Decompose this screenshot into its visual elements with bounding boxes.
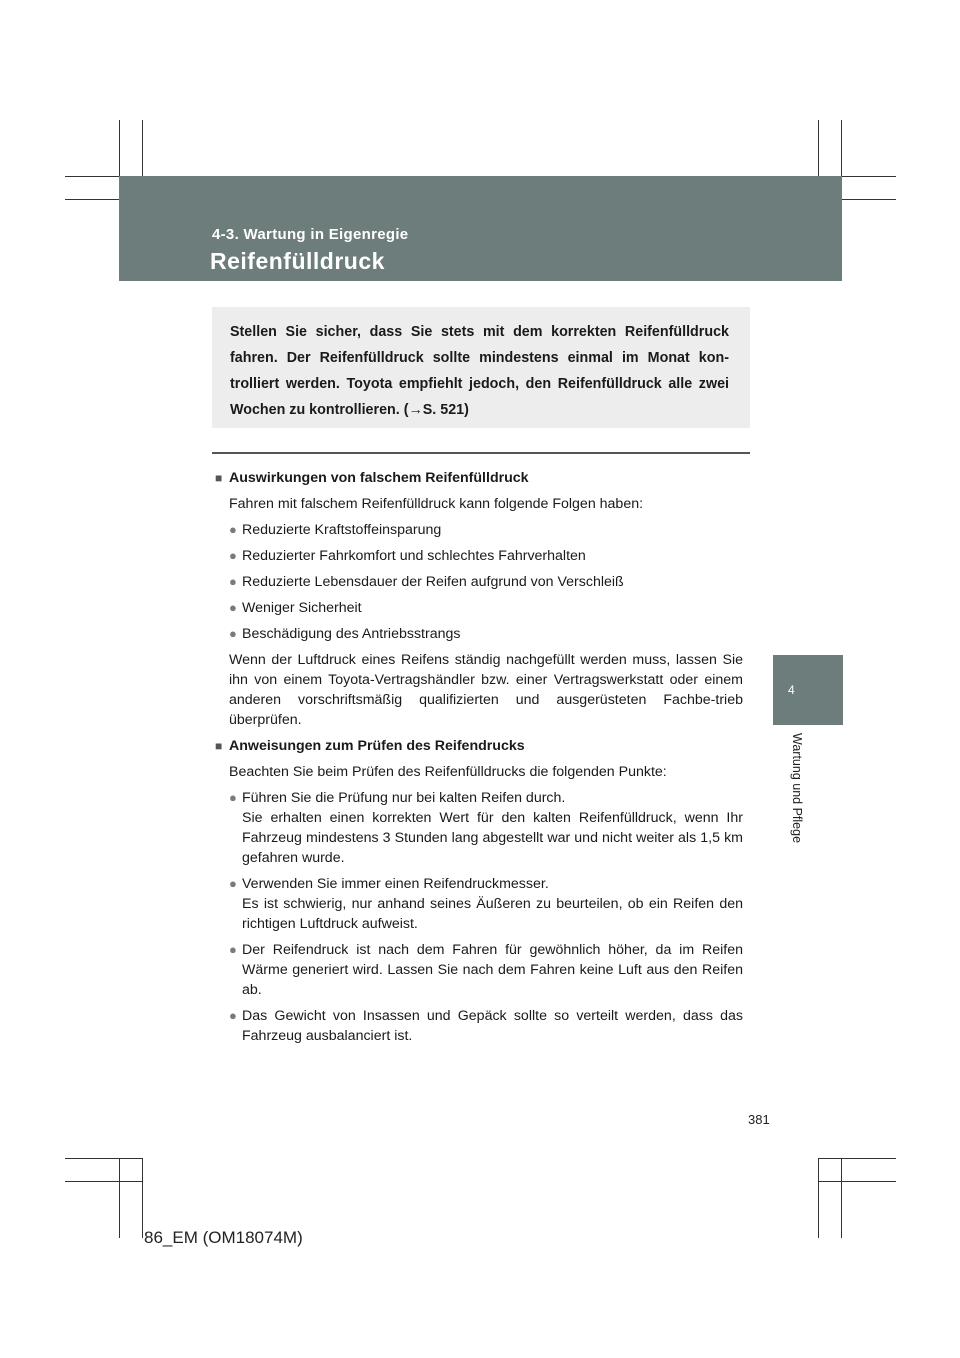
list-item-text: Weniger Sicherheit — [242, 600, 362, 616]
list-item-text: Führen Sie die Prüfung nur bei kalten Reifen durch. — [242, 790, 566, 806]
section-heading-text: Anweisungen zum Prüfen des Reifendrucks — [229, 738, 525, 754]
list-item-detail: Sie erhalten einen korrekten Wert für den kalten Reifenfülldruck, wenn Ihr Fahrzeug mindestens 3 Stunden lang abgestellt war und nicht weiter als 1,5 km gefahren wurde. — [242, 810, 743, 866]
chapter-tab — [773, 655, 843, 725]
list-item — [229, 788, 743, 868]
square-bullet-icon: ■ — [215, 471, 223, 485]
list-item — [229, 1006, 743, 1046]
list-item-detail: Es ist schwierig, nur anhand seines Äußeren zu beurteilen, ob ein Reifen den richtigen Luftdruck aufweist. — [242, 896, 743, 932]
document-code: 86_EM (OM18074M) — [144, 1228, 303, 1247]
list-item-text: Reduzierter Fahrkomfort und schlechtes Fahrverhalten — [242, 548, 586, 564]
crop-mark — [841, 1158, 842, 1238]
crop-mark — [142, 1158, 143, 1238]
square-bullet-icon: ■ — [215, 739, 223, 753]
chapter-title: Wartung und Pflege — [790, 733, 804, 844]
crop-mark — [818, 1158, 819, 1238]
list-item-text: Reduzierte Kraftstoffeinsparung — [242, 522, 442, 538]
list-item — [229, 874, 743, 934]
circle-bullet-icon: ● — [229, 522, 237, 537]
section-heading-text: Auswirkungen von falschem Reifenfülldruck — [229, 470, 529, 486]
list-item-text: Beschädigung des Antriebsstrangs — [242, 626, 461, 642]
crop-mark — [65, 1158, 142, 1159]
section-heading — [215, 468, 743, 488]
list-item — [229, 546, 743, 566]
list-item — [229, 520, 743, 540]
circle-bullet-icon: ● — [229, 548, 237, 563]
circle-bullet-icon: ● — [229, 574, 237, 589]
main-content — [215, 468, 743, 1052]
intro-text: Stellen Sie sicher, dass Sie stets mit dem korrekten Reifenfülldruck fahren. Der Reifenfülldruck sollte mindestens einmal im Monat kon-trolliert werden. Toyota empfiehlt jedoch, den Reifenfülldruck alle zwei Wochen zu kontrollieren. (→S. 521) — [230, 324, 729, 418]
list-item-text: Der Reifendruck ist nach dem Fahren für gewöhnlich höher, da im Reifen Wärme generiert wird. Lassen Sie nach dem Fahren keine Luft aus den Reifen ab. — [242, 942, 743, 998]
list-item-text: Reduzierte Lebensdauer der Reifen aufgrund von Verschleiß — [242, 574, 624, 590]
page-title: Reifenfülldruck — [210, 248, 385, 274]
intro-box — [212, 307, 750, 428]
page-number: 381 — [748, 1112, 770, 1127]
chapter-number: 4 — [788, 683, 795, 697]
section-label: 4-3. Wartung in Eigenregie — [212, 226, 409, 243]
section-intro: Fahren mit falschem Reifenfülldruck kann folgende Folgen haben: — [229, 496, 644, 512]
section-outro: Wenn der Luftdruck eines Reifens ständig nachgefüllt werden muss, lassen Sie ihn von einem Toyota-Vertragshändler bzw. einer Vertragswerkstatt oder einem anderen vorschriftsmäßig qualifizierten und ausgerüsteten Fachbe-trieb überprüfen. — [229, 652, 743, 728]
crop-mark — [818, 1181, 896, 1182]
crop-mark — [818, 1158, 896, 1159]
circle-bullet-icon: ● — [229, 1008, 237, 1023]
list-item — [229, 572, 743, 592]
list-item — [229, 624, 743, 644]
circle-bullet-icon: ● — [229, 876, 237, 891]
circle-bullet-icon: ● — [229, 790, 237, 805]
list-item-text: Verwenden Sie immer einen Reifendruckmesser. — [242, 876, 549, 892]
crop-mark — [65, 1181, 142, 1182]
section-heading — [215, 736, 743, 756]
crop-mark — [119, 1158, 120, 1238]
circle-bullet-icon: ● — [229, 942, 237, 957]
list-item-text: Das Gewicht von Insassen und Gepäck sollte so verteilt werden, dass das Fahrzeug ausbalanciert ist. — [242, 1008, 743, 1044]
section-intro: Beachten Sie beim Prüfen des Reifenfülldrucks die folgenden Punkte: — [229, 764, 667, 780]
divider-rule — [212, 452, 750, 454]
list-item — [229, 940, 743, 1000]
circle-bullet-icon: ● — [229, 600, 237, 615]
list-item — [229, 598, 743, 618]
circle-bullet-icon: ● — [229, 626, 237, 641]
